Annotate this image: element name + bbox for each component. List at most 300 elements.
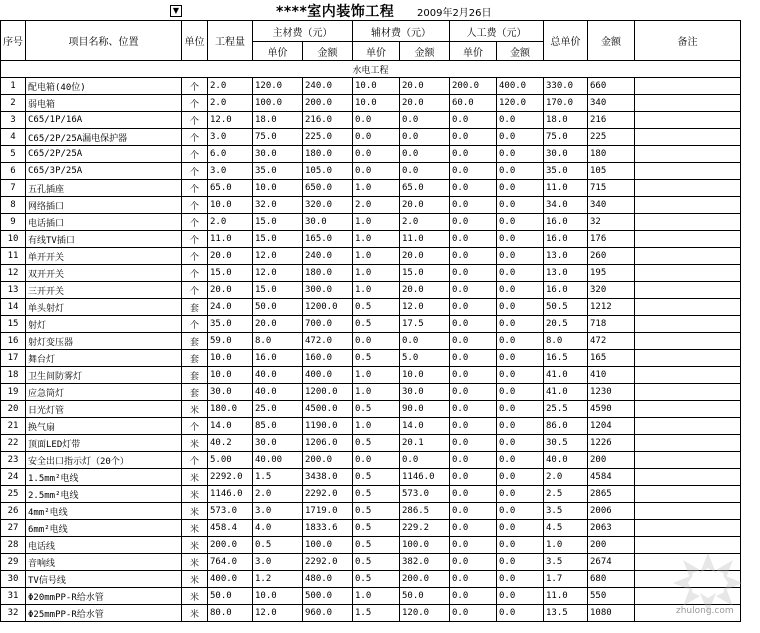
row-no[interactable]: 17: [1, 350, 26, 367]
aux-unit-price[interactable]: 1.0: [353, 418, 400, 435]
aux-amount[interactable]: 50.0: [400, 588, 450, 605]
aux-unit-price[interactable]: 0.5: [353, 435, 400, 452]
unit[interactable]: 个: [182, 214, 208, 231]
unit[interactable]: 个: [182, 78, 208, 95]
unit[interactable]: 套: [182, 350, 208, 367]
row-no[interactable]: 27: [1, 520, 26, 537]
unit[interactable]: 米: [182, 435, 208, 452]
main-unit-price[interactable]: 12.0: [253, 605, 303, 622]
total-unit-price[interactable]: 16.0: [544, 282, 588, 299]
total-amount[interactable]: 260: [588, 248, 635, 265]
row-no[interactable]: 30: [1, 571, 26, 588]
labor-amount[interactable]: 0.0: [497, 486, 544, 503]
row-no[interactable]: 13: [1, 282, 26, 299]
total-amount[interactable]: 32: [588, 214, 635, 231]
aux-amount[interactable]: 14.0: [400, 418, 450, 435]
item-name[interactable]: 五孔插座: [26, 180, 182, 197]
remark[interactable]: [635, 299, 741, 316]
row-no[interactable]: 22: [1, 435, 26, 452]
item-name[interactable]: 日光灯管: [26, 401, 182, 418]
item-name[interactable]: 6mm²电线: [26, 520, 182, 537]
quantity[interactable]: 30.0: [208, 384, 253, 401]
total-unit-price[interactable]: 16.0: [544, 214, 588, 231]
labor-unit-price[interactable]: 0.0: [450, 469, 497, 486]
unit[interactable]: 个: [182, 418, 208, 435]
main-amount[interactable]: 1200.0: [303, 299, 353, 316]
row-no[interactable]: 9: [1, 214, 26, 231]
main-amount[interactable]: 30.0: [303, 214, 353, 231]
labor-amount[interactable]: 0.0: [497, 554, 544, 571]
labor-unit-price[interactable]: 0.0: [450, 588, 497, 605]
row-no[interactable]: 28: [1, 537, 26, 554]
remark[interactable]: [635, 316, 741, 333]
labor-unit-price[interactable]: 0.0: [450, 435, 497, 452]
aux-amount[interactable]: 15.0: [400, 265, 450, 282]
main-amount[interactable]: 960.0: [303, 605, 353, 622]
total-amount[interactable]: 718: [588, 316, 635, 333]
main-amount[interactable]: 2292.0: [303, 486, 353, 503]
labor-amount[interactable]: 0.0: [497, 469, 544, 486]
row-no[interactable]: 4: [1, 129, 26, 146]
labor-amount[interactable]: 0.0: [497, 146, 544, 163]
aux-unit-price[interactable]: 0.0: [353, 452, 400, 469]
main-unit-price[interactable]: 40.0: [253, 384, 303, 401]
labor-unit-price[interactable]: 0.0: [450, 316, 497, 333]
quantity[interactable]: 10.0: [208, 367, 253, 384]
row-no[interactable]: 12: [1, 265, 26, 282]
total-amount[interactable]: 715: [588, 180, 635, 197]
quantity[interactable]: 1146.0: [208, 486, 253, 503]
main-unit-price[interactable]: 120.0: [253, 78, 303, 95]
row-no[interactable]: 2: [1, 95, 26, 112]
remark[interactable]: [635, 163, 741, 180]
unit[interactable]: 套: [182, 333, 208, 350]
total-unit-price[interactable]: 13.0: [544, 248, 588, 265]
item-name[interactable]: C65/1P/16A: [26, 112, 182, 129]
labor-unit-price[interactable]: 0.0: [450, 418, 497, 435]
labor-unit-price[interactable]: 0.0: [450, 537, 497, 554]
aux-amount[interactable]: 0.0: [400, 163, 450, 180]
main-amount[interactable]: 1833.6: [303, 520, 353, 537]
dropdown-arrow-icon[interactable]: ▼: [170, 5, 182, 17]
main-amount[interactable]: 472.0: [303, 333, 353, 350]
unit[interactable]: 个: [182, 248, 208, 265]
quantity[interactable]: 6.0: [208, 146, 253, 163]
quantity[interactable]: 10.0: [208, 197, 253, 214]
main-amount[interactable]: 216.0: [303, 112, 353, 129]
quantity[interactable]: 40.2: [208, 435, 253, 452]
total-amount[interactable]: 1212: [588, 299, 635, 316]
aux-unit-price[interactable]: 0.5: [353, 299, 400, 316]
labor-unit-price[interactable]: 0.0: [450, 503, 497, 520]
main-unit-price[interactable]: 35.0: [253, 163, 303, 180]
item-name[interactable]: 舞台灯: [26, 350, 182, 367]
aux-unit-price[interactable]: 0.5: [353, 350, 400, 367]
labor-amount[interactable]: 0.0: [497, 129, 544, 146]
aux-amount[interactable]: 20.0: [400, 78, 450, 95]
item-name[interactable]: 单开开关: [26, 248, 182, 265]
aux-unit-price[interactable]: 0.0: [353, 163, 400, 180]
item-name[interactable]: 1.5mm²电线: [26, 469, 182, 486]
aux-unit-price[interactable]: 1.0: [353, 588, 400, 605]
remark[interactable]: [635, 129, 741, 146]
total-unit-price[interactable]: 50.5: [544, 299, 588, 316]
labor-amount[interactable]: 120.0: [497, 95, 544, 112]
main-amount[interactable]: 1190.0: [303, 418, 353, 435]
aux-unit-price[interactable]: 0.5: [353, 316, 400, 333]
remark[interactable]: [635, 248, 741, 265]
main-unit-price[interactable]: 10.0: [253, 180, 303, 197]
quantity[interactable]: 14.0: [208, 418, 253, 435]
total-unit-price[interactable]: 86.0: [544, 418, 588, 435]
total-amount[interactable]: 1226: [588, 435, 635, 452]
aux-unit-price[interactable]: 1.0: [353, 384, 400, 401]
unit[interactable]: 个: [182, 316, 208, 333]
quantity[interactable]: 20.0: [208, 282, 253, 299]
aux-unit-price[interactable]: 0.5: [353, 503, 400, 520]
aux-unit-price[interactable]: 2.0: [353, 197, 400, 214]
total-amount[interactable]: 200: [588, 537, 635, 554]
aux-amount[interactable]: 17.5: [400, 316, 450, 333]
total-unit-price[interactable]: 330.0: [544, 78, 588, 95]
aux-amount[interactable]: 10.0: [400, 367, 450, 384]
labor-unit-price[interactable]: 0.0: [450, 146, 497, 163]
total-amount[interactable]: 410: [588, 367, 635, 384]
main-amount[interactable]: 105.0: [303, 163, 353, 180]
row-no[interactable]: 29: [1, 554, 26, 571]
labor-amount[interactable]: 0.0: [497, 384, 544, 401]
main-amount[interactable]: 500.0: [303, 588, 353, 605]
item-name[interactable]: 三开开关: [26, 282, 182, 299]
total-amount[interactable]: 550: [588, 588, 635, 605]
item-name[interactable]: C65/2P/25A漏电保护器: [26, 129, 182, 146]
remark[interactable]: [635, 231, 741, 248]
labor-unit-price[interactable]: 0.0: [450, 163, 497, 180]
main-amount[interactable]: 480.0: [303, 571, 353, 588]
quantity[interactable]: 2292.0: [208, 469, 253, 486]
row-no[interactable]: 32: [1, 605, 26, 622]
labor-unit-price[interactable]: 60.0: [450, 95, 497, 112]
total-unit-price[interactable]: 13.0: [544, 265, 588, 282]
labor-unit-price[interactable]: 0.0: [450, 214, 497, 231]
labor-amount[interactable]: 0.0: [497, 248, 544, 265]
remark[interactable]: [635, 146, 741, 163]
labor-unit-price[interactable]: 0.0: [450, 282, 497, 299]
remark[interactable]: [635, 384, 741, 401]
labor-unit-price[interactable]: 0.0: [450, 333, 497, 350]
quantity[interactable]: 10.0: [208, 350, 253, 367]
quantity[interactable]: 5.00: [208, 452, 253, 469]
item-name[interactable]: 弱电箱: [26, 95, 182, 112]
quantity[interactable]: 3.0: [208, 163, 253, 180]
labor-unit-price[interactable]: 0.0: [450, 554, 497, 571]
row-no[interactable]: 14: [1, 299, 26, 316]
aux-unit-price[interactable]: 1.0: [353, 282, 400, 299]
aux-unit-price[interactable]: 1.0: [353, 231, 400, 248]
unit[interactable]: 个: [182, 180, 208, 197]
total-unit-price[interactable]: 18.0: [544, 112, 588, 129]
total-unit-price[interactable]: 75.0: [544, 129, 588, 146]
aux-amount[interactable]: 20.0: [400, 197, 450, 214]
quantity[interactable]: 3.0: [208, 129, 253, 146]
item-name[interactable]: 卫生间防雾灯: [26, 367, 182, 384]
item-name[interactable]: 应急筒灯: [26, 384, 182, 401]
total-unit-price[interactable]: 20.5: [544, 316, 588, 333]
total-unit-price[interactable]: 1.0: [544, 537, 588, 554]
unit[interactable]: 米: [182, 605, 208, 622]
main-unit-price[interactable]: 1.2: [253, 571, 303, 588]
item-name[interactable]: 顶面LED灯带: [26, 435, 182, 452]
total-unit-price[interactable]: 3.5: [544, 554, 588, 571]
aux-unit-price[interactable]: 1.5: [353, 605, 400, 622]
item-name[interactable]: 电话插口: [26, 214, 182, 231]
unit[interactable]: 套: [182, 299, 208, 316]
quantity[interactable]: 24.0: [208, 299, 253, 316]
quantity[interactable]: 200.0: [208, 537, 253, 554]
main-unit-price[interactable]: 4.0: [253, 520, 303, 537]
total-unit-price[interactable]: 40.0: [544, 452, 588, 469]
total-amount[interactable]: 2063: [588, 520, 635, 537]
labor-amount[interactable]: 0.0: [497, 537, 544, 554]
unit[interactable]: 个: [182, 129, 208, 146]
quantity[interactable]: 2.0: [208, 78, 253, 95]
aux-amount[interactable]: 11.0: [400, 231, 450, 248]
total-amount[interactable]: 660: [588, 78, 635, 95]
labor-unit-price[interactable]: 0.0: [450, 248, 497, 265]
row-no[interactable]: 26: [1, 503, 26, 520]
item-name[interactable]: 音响线: [26, 554, 182, 571]
main-unit-price[interactable]: 3.0: [253, 554, 303, 571]
quantity[interactable]: 80.0: [208, 605, 253, 622]
unit[interactable]: 套: [182, 384, 208, 401]
main-unit-price[interactable]: 3.0: [253, 503, 303, 520]
main-unit-price[interactable]: 2.0: [253, 486, 303, 503]
labor-amount[interactable]: 0.0: [497, 350, 544, 367]
remark[interactable]: [635, 486, 741, 503]
remark[interactable]: [635, 197, 741, 214]
remark[interactable]: [635, 503, 741, 520]
total-unit-price[interactable]: 34.0: [544, 197, 588, 214]
labor-amount[interactable]: 0.0: [497, 503, 544, 520]
aux-unit-price[interactable]: 1.0: [353, 214, 400, 231]
labor-amount[interactable]: 0.0: [497, 418, 544, 435]
labor-amount[interactable]: 0.0: [497, 435, 544, 452]
aux-amount[interactable]: 30.0: [400, 384, 450, 401]
total-amount[interactable]: 176: [588, 231, 635, 248]
main-unit-price[interactable]: 75.0: [253, 129, 303, 146]
main-amount[interactable]: 1719.0: [303, 503, 353, 520]
total-amount[interactable]: 180: [588, 146, 635, 163]
unit[interactable]: 个: [182, 95, 208, 112]
labor-amount[interactable]: 0.0: [497, 605, 544, 622]
unit[interactable]: 米: [182, 401, 208, 418]
labor-unit-price[interactable]: 0.0: [450, 605, 497, 622]
row-no[interactable]: 8: [1, 197, 26, 214]
labor-unit-price[interactable]: 200.0: [450, 78, 497, 95]
aux-unit-price[interactable]: 0.0: [353, 129, 400, 146]
remark[interactable]: [635, 469, 741, 486]
main-amount[interactable]: 240.0: [303, 248, 353, 265]
unit[interactable]: 个: [182, 452, 208, 469]
item-name[interactable]: 2.5mm²电线: [26, 486, 182, 503]
main-unit-price[interactable]: 0.5: [253, 537, 303, 554]
main-unit-price[interactable]: 30.0: [253, 146, 303, 163]
aux-amount[interactable]: 120.0: [400, 605, 450, 622]
total-amount[interactable]: 2674: [588, 554, 635, 571]
main-amount[interactable]: 225.0: [303, 129, 353, 146]
aux-amount[interactable]: 90.0: [400, 401, 450, 418]
total-amount[interactable]: 320: [588, 282, 635, 299]
total-amount[interactable]: 200: [588, 452, 635, 469]
total-unit-price[interactable]: 170.0: [544, 95, 588, 112]
labor-unit-price[interactable]: 0.0: [450, 384, 497, 401]
row-no[interactable]: 20: [1, 401, 26, 418]
row-no[interactable]: 5: [1, 146, 26, 163]
remark[interactable]: [635, 282, 741, 299]
quantity[interactable]: 65.0: [208, 180, 253, 197]
aux-amount[interactable]: 0.0: [400, 452, 450, 469]
main-amount[interactable]: 165.0: [303, 231, 353, 248]
aux-unit-price[interactable]: 0.5: [353, 401, 400, 418]
total-amount[interactable]: 1230: [588, 384, 635, 401]
remark[interactable]: [635, 435, 741, 452]
aux-amount[interactable]: 20.0: [400, 95, 450, 112]
total-unit-price[interactable]: 41.0: [544, 367, 588, 384]
remark[interactable]: [635, 265, 741, 282]
labor-unit-price[interactable]: 0.0: [450, 129, 497, 146]
remark[interactable]: [635, 418, 741, 435]
labor-unit-price[interactable]: 0.0: [450, 180, 497, 197]
unit[interactable]: 米: [182, 520, 208, 537]
total-unit-price[interactable]: 25.5: [544, 401, 588, 418]
labor-amount[interactable]: 0.0: [497, 333, 544, 350]
aux-amount[interactable]: 382.0: [400, 554, 450, 571]
total-unit-price[interactable]: 16.5: [544, 350, 588, 367]
labor-amount[interactable]: 0.0: [497, 452, 544, 469]
main-unit-price[interactable]: 50.0: [253, 299, 303, 316]
aux-unit-price[interactable]: 1.0: [353, 265, 400, 282]
total-unit-price[interactable]: 30.0: [544, 146, 588, 163]
aux-unit-price[interactable]: 0.5: [353, 486, 400, 503]
main-unit-price[interactable]: 100.0: [253, 95, 303, 112]
total-unit-price[interactable]: 16.0: [544, 231, 588, 248]
row-no[interactable]: 18: [1, 367, 26, 384]
row-no[interactable]: 15: [1, 316, 26, 333]
aux-unit-price[interactable]: 0.5: [353, 554, 400, 571]
aux-unit-price[interactable]: 0.5: [353, 571, 400, 588]
labor-amount[interactable]: 0.0: [497, 588, 544, 605]
main-unit-price[interactable]: 15.0: [253, 282, 303, 299]
aux-amount[interactable]: 5.0: [400, 350, 450, 367]
item-name[interactable]: Φ20mmPP-R给水管: [26, 588, 182, 605]
remark[interactable]: [635, 333, 741, 350]
item-name[interactable]: 射灯变压器: [26, 333, 182, 350]
labor-amount[interactable]: 0.0: [497, 231, 544, 248]
aux-amount[interactable]: 65.0: [400, 180, 450, 197]
total-amount[interactable]: 216: [588, 112, 635, 129]
labor-amount[interactable]: 0.0: [497, 367, 544, 384]
aux-amount[interactable]: 229.2: [400, 520, 450, 537]
row-no[interactable]: 24: [1, 469, 26, 486]
total-amount[interactable]: 225: [588, 129, 635, 146]
total-amount[interactable]: 680: [588, 571, 635, 588]
row-no[interactable]: 23: [1, 452, 26, 469]
labor-unit-price[interactable]: 0.0: [450, 452, 497, 469]
aux-unit-price[interactable]: 10.0: [353, 95, 400, 112]
total-amount[interactable]: 2865: [588, 486, 635, 503]
unit[interactable]: 米: [182, 503, 208, 520]
main-unit-price[interactable]: 8.0: [253, 333, 303, 350]
labor-unit-price[interactable]: 0.0: [450, 197, 497, 214]
unit[interactable]: 米: [182, 469, 208, 486]
aux-unit-price[interactable]: 0.5: [353, 520, 400, 537]
main-amount[interactable]: 240.0: [303, 78, 353, 95]
main-amount[interactable]: 100.0: [303, 537, 353, 554]
quantity[interactable]: 764.0: [208, 554, 253, 571]
main-unit-price[interactable]: 15.0: [253, 214, 303, 231]
total-unit-price[interactable]: 8.0: [544, 333, 588, 350]
main-amount[interactable]: 320.0: [303, 197, 353, 214]
main-amount[interactable]: 200.0: [303, 452, 353, 469]
aux-unit-price[interactable]: 10.0: [353, 78, 400, 95]
labor-unit-price[interactable]: 0.0: [450, 299, 497, 316]
total-amount[interactable]: 2006: [588, 503, 635, 520]
item-name[interactable]: 4mm²电线: [26, 503, 182, 520]
item-name[interactable]: 电话线: [26, 537, 182, 554]
main-amount[interactable]: 400.0: [303, 367, 353, 384]
total-amount[interactable]: 195: [588, 265, 635, 282]
aux-amount[interactable]: 286.5: [400, 503, 450, 520]
main-unit-price[interactable]: 40.0: [253, 367, 303, 384]
unit[interactable]: 个: [182, 265, 208, 282]
total-unit-price[interactable]: 1.7: [544, 571, 588, 588]
remark[interactable]: [635, 452, 741, 469]
aux-unit-price[interactable]: 0.0: [353, 146, 400, 163]
item-name[interactable]: 双开开关: [26, 265, 182, 282]
main-amount[interactable]: 200.0: [303, 95, 353, 112]
labor-unit-price[interactable]: 0.0: [450, 571, 497, 588]
main-amount[interactable]: 700.0: [303, 316, 353, 333]
total-unit-price[interactable]: 2.5: [544, 486, 588, 503]
main-unit-price[interactable]: 12.0: [253, 265, 303, 282]
unit[interactable]: 米: [182, 571, 208, 588]
labor-amount[interactable]: 0.0: [497, 197, 544, 214]
aux-unit-price[interactable]: 0.0: [353, 333, 400, 350]
quantity[interactable]: 15.0: [208, 265, 253, 282]
aux-amount[interactable]: 100.0: [400, 537, 450, 554]
labor-amount[interactable]: 0.0: [497, 112, 544, 129]
item-name[interactable]: 网络插口: [26, 197, 182, 214]
row-no[interactable]: 7: [1, 180, 26, 197]
aux-amount[interactable]: 20.0: [400, 248, 450, 265]
main-unit-price[interactable]: 12.0: [253, 248, 303, 265]
total-unit-price[interactable]: 30.5: [544, 435, 588, 452]
aux-amount[interactable]: 200.0: [400, 571, 450, 588]
total-unit-price[interactable]: 4.5: [544, 520, 588, 537]
main-unit-price[interactable]: 25.0: [253, 401, 303, 418]
remark[interactable]: [635, 350, 741, 367]
unit[interactable]: 米: [182, 588, 208, 605]
aux-unit-price[interactable]: 0.5: [353, 469, 400, 486]
main-amount[interactable]: 2292.0: [303, 554, 353, 571]
main-amount[interactable]: 1200.0: [303, 384, 353, 401]
main-unit-price[interactable]: 10.0: [253, 588, 303, 605]
row-no[interactable]: 21: [1, 418, 26, 435]
quantity[interactable]: 12.0: [208, 112, 253, 129]
quantity[interactable]: 50.0: [208, 588, 253, 605]
quantity[interactable]: 458.4: [208, 520, 253, 537]
item-name[interactable]: 单头射灯: [26, 299, 182, 316]
